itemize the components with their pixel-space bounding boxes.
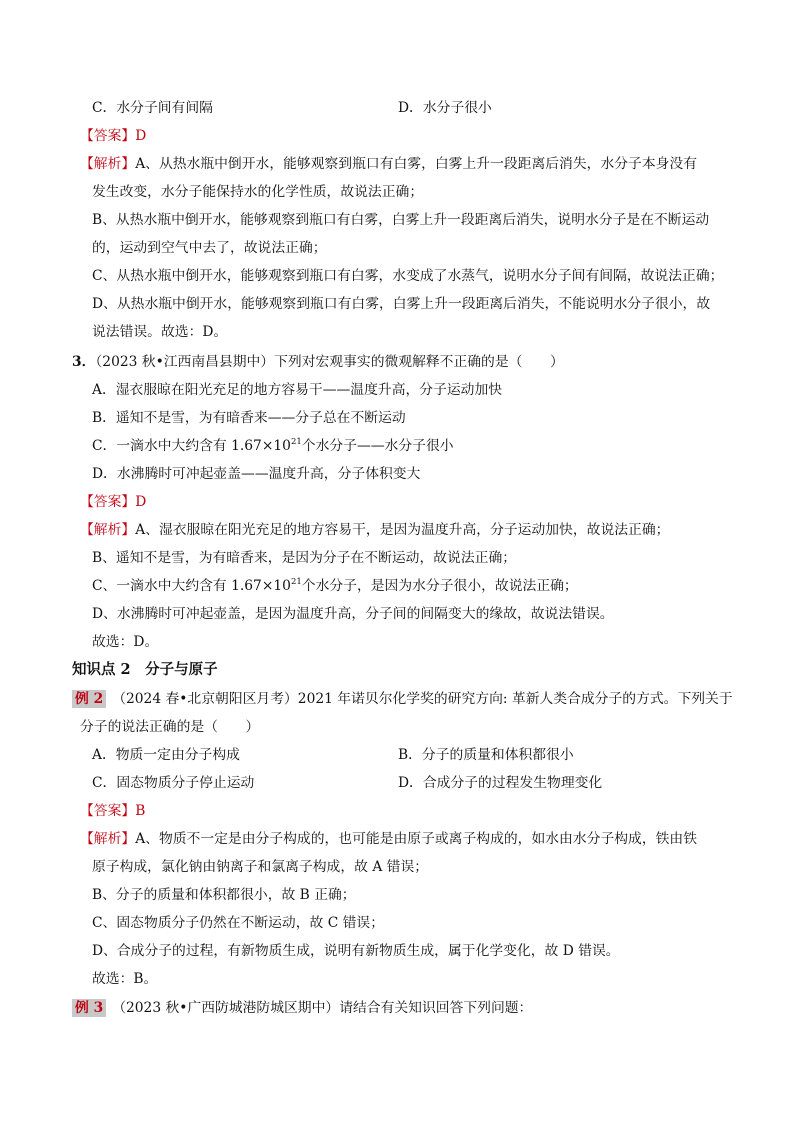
q3-answer-line <box>80 492 146 512</box>
answer-line <box>80 126 146 146</box>
q3-option-b <box>92 408 406 428</box>
section-title: 知识点 2 分子与原子 <box>72 661 218 678</box>
analysis-text: 的，运动到空气中去了，故说法正确； <box>92 240 327 256</box>
analysis-text: C、固态物质分子仍然在不断运动，故 C 错误； <box>92 915 385 931</box>
option-text: A．湿衣服晾在阳光充足的地方容易干——温度升高，分子运动加快 <box>92 382 503 398</box>
example-3-stem <box>72 998 532 1018</box>
question-stem: （2023 秋•江西南昌县期中）下列对宏观事实的微观解释不正确的是（ ） <box>95 354 564 370</box>
example-label: 例 2 <box>72 690 106 708</box>
answer-label: 【答案】 <box>80 803 136 819</box>
analysis-text: C、一滴水中大约含有 1.67×10 <box>92 578 291 594</box>
ex2-option-b <box>398 745 574 765</box>
answer-label: 【答案】 <box>80 494 136 510</box>
q3-analysis-line <box>92 548 516 568</box>
analysis-line <box>92 294 710 314</box>
question-stem: （2024 春•北京朝阳区月考）2021 年诺贝尔化学奖的研究方向: 革新人类合成分子的方式。下列关于 <box>112 691 733 707</box>
analysis-label: 【解析】 <box>80 156 136 172</box>
answer-value: D <box>135 128 147 144</box>
exponent: 21 <box>290 577 302 587</box>
option-text: C．一滴水中大约含有 1.67×10 <box>92 438 291 454</box>
option-text: D．水沸腾时可冲起壶盖——温度升高，分子体积变大 <box>92 466 421 482</box>
analysis-text: 说法错误。故选：D。 <box>92 324 228 340</box>
analysis-text: 发生改变，水分子能保持水的化学性质，故说法正确； <box>92 184 424 200</box>
ex2-analysis-line <box>80 829 697 849</box>
analysis-text: 个水分子，是因为水分子很小，故说法正确； <box>301 578 578 594</box>
analysis-text: B、分子的质量和体积都很小，故 B 正确； <box>92 887 356 903</box>
q3-choose-line <box>92 632 158 652</box>
option-text: A．物质一定由分子构成 <box>92 747 240 763</box>
analysis-line <box>92 266 723 286</box>
analysis-text: B、从热水瓶中倒开水，能够观察到瓶口有白雾，白雾上升一段距离后消失，说明水分子是在不断运动 <box>92 212 710 228</box>
option-d-line <box>398 98 492 118</box>
analysis-line <box>92 322 227 342</box>
q3-analysis-line <box>80 520 669 540</box>
answer-value: B <box>135 803 146 819</box>
ex2-analysis-line <box>92 885 356 905</box>
analysis-text: 原子构成，氯化钠由钠离子和氯离子构成，故 A 错误； <box>92 859 429 875</box>
option-text: C．固态物质分子停止运动 <box>92 775 255 791</box>
choose-text: 故选：B。 <box>92 971 158 987</box>
question-stem: 分子的说法正确的是（ ） <box>80 719 260 735</box>
option-text: 个水分子——水分子很小 <box>301 438 454 454</box>
analysis-text: A、物质不一定是由分子构成的，也可能是由原子或离子构成的，如水由水分子构成，铁由铁 <box>135 831 698 847</box>
exponent: 21 <box>290 437 302 447</box>
answer-value: D <box>135 494 147 510</box>
q3-option-a <box>92 380 502 400</box>
analysis-text: D、从热水瓶中倒开水，能够观察到瓶口有白雾，白雾上升一段距离后消失，不能说明水分子很小，故 <box>92 296 711 312</box>
q3-analysis-line <box>92 604 614 624</box>
example-2-stem <box>72 689 733 709</box>
analysis-line <box>92 210 709 230</box>
option-c: C．水分子间有间隔 <box>92 100 213 116</box>
q3-option-c <box>92 436 454 456</box>
analysis-text: B、遥知不是雪，为有暗香来，是因为分子在不断运动，故说法正确； <box>92 550 517 566</box>
option-d: D．水分子很小 <box>398 100 492 116</box>
section-heading <box>72 660 218 680</box>
ex2-option-c <box>92 773 254 793</box>
question-3-stem <box>72 352 564 372</box>
ex2-answer-line <box>80 801 145 821</box>
ex2-analysis-line <box>92 913 384 933</box>
q3-analysis-line <box>92 576 578 596</box>
example-label: 例 3 <box>72 999 106 1017</box>
analysis-text: A、从热水瓶中倒开水，能够观察到瓶口有白雾，白雾上升一段距离后消失，水分子本身没有 <box>135 156 698 172</box>
option-text: B．分子的质量和体积都很小 <box>398 747 574 763</box>
q3-option-d <box>92 464 420 484</box>
ex2-option-d <box>398 773 602 793</box>
analysis-text: C、从热水瓶中倒开水，能够观察到瓶口有白雾，水变成了水蒸气，说明水分子间有间隔，故说法正确； <box>92 268 724 284</box>
example-2-stem-cont <box>80 717 259 737</box>
analysis-line <box>92 182 423 202</box>
option-text: B．遥知不是雪，为有暗香来——分子总在不断运动 <box>92 410 406 426</box>
ex2-option-a <box>92 745 240 765</box>
analysis-text: A、湿衣服晾在阳光充足的地方容易干，是因为温度升高，分子运动加快，故说法正确； <box>135 522 670 538</box>
analysis-line <box>92 238 327 258</box>
choose-text: 故选：D。 <box>92 634 159 650</box>
analysis-line <box>80 154 697 174</box>
option-c-line <box>92 98 213 118</box>
question-number: 3． <box>72 354 96 370</box>
ex2-analysis-line <box>92 857 428 877</box>
ex2-choose-line <box>92 969 157 989</box>
answer-label: 【答案】 <box>80 128 136 144</box>
analysis-label: 【解析】 <box>80 831 136 847</box>
ex2-analysis-line <box>92 941 620 961</box>
analysis-label: 【解析】 <box>80 522 136 538</box>
analysis-text: D、合成分子的过程，有新物质生成，说明有新物质生成，属于化学变化，故 D 错误。 <box>92 943 620 959</box>
option-text: D．合成分子的过程发生物理变化 <box>398 775 603 791</box>
question-stem: （2023 秋•广西防城港防城区期中）请结合有关知识回答下列问题： <box>112 1000 533 1016</box>
analysis-text: D、水沸腾时可冲起壶盖，是因为温度升高，分子间的间隔变大的缘故，故说法错误。 <box>92 606 614 622</box>
